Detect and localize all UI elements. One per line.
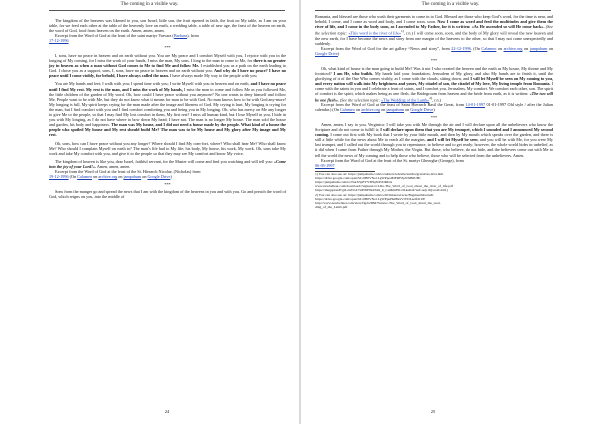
paragraph: Sons from the manger go and spread the news that I am with the kingdom of the heavens in you and with you. Go and preach the word of God, which reigns on you, into the middle of [49, 189, 286, 200]
footnote-line[interactable]: www.newbelleer.com/download/?signaux=CI-Re-The_Word_of_God_about_the_river_of_life.pdf [315, 184, 454, 189]
header-rule [49, 10, 285, 11]
page-number: 24 [164, 409, 170, 414]
link-date-17-12-1996[interactable]: 17-12-1996 [49, 37, 69, 43]
section-separator: *** [430, 58, 438, 64]
paragraph: The kingdom of heaven is like you, dear Israel, faithful servant, for the Master will come and find you watching and will tell you: «Come into the joy of your Lord!». Amen, amen, amen. [49, 159, 286, 170]
right-body [315, 14, 553, 209]
link-calameo[interactable]: Calameo [481, 45, 497, 51]
running-header: The coming in a visible way. [421, 2, 480, 7]
link-calameo[interactable]: Calameo [340, 107, 355, 113]
footnote-line[interactable]: 2) You can also see on: https://jampahum.com/ro/20/mirarea/recar/Bagmeatlabetrulb [315, 192, 434, 197]
footnotes [315, 172, 553, 210]
running-header: The coming in a visible way. [120, 2, 179, 7]
link-google-drive[interactable]: Google Drive [410, 107, 434, 113]
page-number: 25 [430, 409, 436, 414]
link-archive-org[interactable]: archive.org [503, 45, 523, 51]
excerpt-line: Excerpt from the Word of God at the feast of Saint Hierarch Basil the Great, from 14-01-1997 01-01-1997 Old style / after the Julian calendar.) (On Calameo on archive.org on jampahum on Google Drive) [315, 102, 554, 113]
paragraph: Oh, what kind of house is the man going to build Me? Was it not I who created the heaven and the earth as My house, My throne and My footstool? I am He, who builds. My hands laid your foundation, Jerusalem of My glory, and also My hands are to finish it, until the glorifying of it of the One Who comes visibly, as I come with the clouds, sitting down, and I will let Myself be seen on My coming to you, and every nation will walk into My brightness and yours, My citadel of son, the citadel of My love, My living temple from Romania. I come with the saints in you and I celebrate a feast of saints, and I comfort you, Jerusalem, My comfort. We comfort each other, son. The spirit of comfort is the spirit, which makes being as one flesh, the Bridegroom from heaven and the bride from earth, as it is written: «The two will be one flesh». (See the selection topic: «The Wedding of the Lamb»$^{2)}$, r.n.) [315, 65, 553, 103]
link-archive-org[interactable]: archive.org [98, 174, 118, 180]
section-separator: *** [164, 181, 171, 187]
excerpt-line: Excerpt from the Word of God at the feast of the St. Hierarch Nicolae, (Nicholas) from 19-12-1996 (On Calameo on archive.org on jampahum on Google Drive) [49, 169, 201, 180]
link-barbara[interactable]: Barbara [173, 32, 188, 38]
footnote-line[interactable]: https://drive.google.com/open?id=0B0VNo1LgWPpeHuIBzxVlVDLzelfd1UE [315, 196, 426, 201]
paragraph: The kingdom of the heavens was likened to you, son Israel, little son, the fruit ripened in faith, the fruit on My table, as I am on your table, for we feed each other at the table of the heavenly love on earth, a wedding table, a table of new age, the feast of the heaven on earth, the word of God, food from heaven on the earth. Amen, amen, amen. [49, 17, 286, 33]
left-body [49, 14, 286, 199]
footnote-line[interactable]: https://mugspian/P/giL2aZUA7xtE8JF6kZbx6_6_CaMmtHC2tLkaKO?usf=ae(t18)/ceall=b01) [315, 188, 448, 193]
link-wedding-of-the-lamb[interactable]: «The Wedding of the Lamb» [381, 97, 430, 103]
paragraph: I, sons, have no peace in heaven and on earth without you. You are My peace and I comfort Myself with you, I rejoice with you in the longing of My coming, for I miss the work of your hands, I miss the man, My sons. I long to the man to come to Me, for there is no greater joy in heaven as when a man without God comes to Me to find Me and follow Me. I established you as a path on the earth leading to God. I chose you as a support, sons, I, sons, have no peace in heaven and on earth without you. And why do I have no peace? I have no peace until I come visibly, for behold, I have always called the man. I have always made My way to the people with you. [49, 52, 286, 78]
link-date-22-12-1996[interactable]: 22-12-1996 [451, 45, 471, 51]
link-google-drive[interactable]: Google Drive [147, 174, 171, 180]
footnote-line[interactable]: https://drive.google.com/open?id=0B0VNo1LgWPpedEtFRFZpNXB0UHc [315, 175, 421, 180]
link-calameo[interactable]: Calameo [77, 174, 93, 180]
link-jampahum[interactable]: jampahum [123, 174, 142, 180]
footnote-line[interactable]: http://www.newbelleer.com/view/fig2w6B47Sutew/-The_Word_of_God_about_the_wed- [315, 201, 441, 206]
link-date-14-01-1997[interactable]: 14-01-1997 [465, 102, 486, 108]
link-date-19-12-1996[interactable]: 19-12-1996 [49, 174, 69, 180]
link-jampahum[interactable]: jampahum [529, 45, 548, 51]
left-page [0, 0, 299, 424]
footnote-line[interactable]: https://jampahum.com/ro/NAX5pFYY3HqZtPvDRDA [315, 180, 393, 185]
link-google-drive[interactable]: Google Drive [315, 50, 338, 56]
header-rule [315, 10, 551, 11]
link-archive-org[interactable]: archive.org [361, 107, 381, 113]
section-separator: *** [430, 114, 438, 120]
excerpt-line: Excerpt from the Word of God at the feast of the St. martyr Gheorghe (George), from 06-05-1997 [315, 157, 464, 168]
footnote-line[interactable]: 1) You can also see on: https://jampahum.com/ro/subiect/teh/alle/anicha/grand/res-9cra.htm [315, 171, 444, 176]
link-jampahum[interactable]: jampahum [386, 107, 405, 113]
link-date-06-05-1997[interactable]: 06-05-1997 [315, 162, 335, 168]
paragraph: You are My hands and feet; I walk with you; I spend time with you; I write Myself with you in heaven and on earth, and I have no peace until I find My rest. My rest is the man, and I miss the work of My hands, I miss the man to come and follow Me as you followed Me, the little children of the garden of My word. Oh, how could I have peace without you anymore? No one wants to deny himself and follow Me. People want to be with Me, but they do not know what it means for man to be with God. No man knows how to be with God any-more! My longing is full, My spirit keeps crying for the man made after the image and likeness of God. My crying is hurt, My longing is crying for the man, but I find comfort with you and I find comfort comforting you and being you in My longing. Oh, who has mercy on Me any longer to give Me to the people, so that I may find My lost comfort in them, My first rest? I miss all human kind, but I lose Myself in you, I hide in you with My longing, as I do not have where to bow down My head; I have not. The man is no longer My house. The man sold the house and garden, his body and happiness. The man was My house, and I did not need a house made by the people. What kind of a house the people who spoiled My house and My rest should build Me? The man was to be My house and My glory after My image and My rest. [49, 81, 286, 137]
link-river-of-life[interactable]: «This word is the river of life» [348, 30, 401, 36]
section-separator: *** [164, 45, 171, 51]
paragraph: Romania, and blessed are those who wash their garments to come in to God. Blessed are those who keep God’s word, for the time is near, and behold, I come, and I come as word and body, and I come soon, soon. Now I come as word and feed the multitudes and give them the river of life, and I come in the body soon, as I ascended to My Father, for it is written: «As He ascended so will He come back». (See the selection topic: «This word is the river of life»$^{1)}$, r.n.) I will come soon, soon, and the body of My glory will reveal the new heaven and the new earth, for I have become the news and story from one margin of the heavens to the other, so that I may not come unexpectedly and suddenly. [315, 14, 553, 46]
excerpt-line: Excerpt from the Word of God at the feast of the saint martyr Varvara (Barbara), from 17-12-1996 [49, 32, 199, 43]
right-page [301, 0, 600, 424]
paragraph: Amen, amen, I say to you, Verginica: I will take you with Me through the air and I will declare upon all the unbelievers who know the Scripture and do not come to fulfill it; I will declare upon them that you are My trumpet, which I sounded and I announced My second coming. I come out first with My book that I wrote by your little mouth, and then by My mouth which speaks over the garden, and there is still a little while for the news about Me to reach all the margins, and I will let Myself be seen, and you will be with Me, for you were My last trumpet, and I called out the world through you to repentance, to believe and to get ready; however, the whole world hides in unbelief, as it did when I came from Father through My Mother, the Virgin. But those, who believe, do not hide, and the believers come out with Me to tell the world the news of My coming and to help those who believe, those who will be selected from the unbelievers. Amen. [315, 122, 553, 158]
footnote-line[interactable]: ding_of_the_Lamb.pdf [315, 205, 348, 210]
excerpt-line: Excerpt from the Word of God for the art gallery “News and story”, from 22-12-1996. (On Calameo on archive.org on jampahum on Google Drive) [315, 45, 554, 56]
paragraph: Oh, sons, how can I have peace without you any longer? Where should I find My com-fort, where? Who shall hear Me? Who shall know Me? Who should I complain Myself on earth to? The man’s life had to My life; his body, My house, his work, My work. Oh, sons take My work and take My comfort with you, and give it to the people so that they may see My comfort and know My voice. [49, 140, 286, 156]
